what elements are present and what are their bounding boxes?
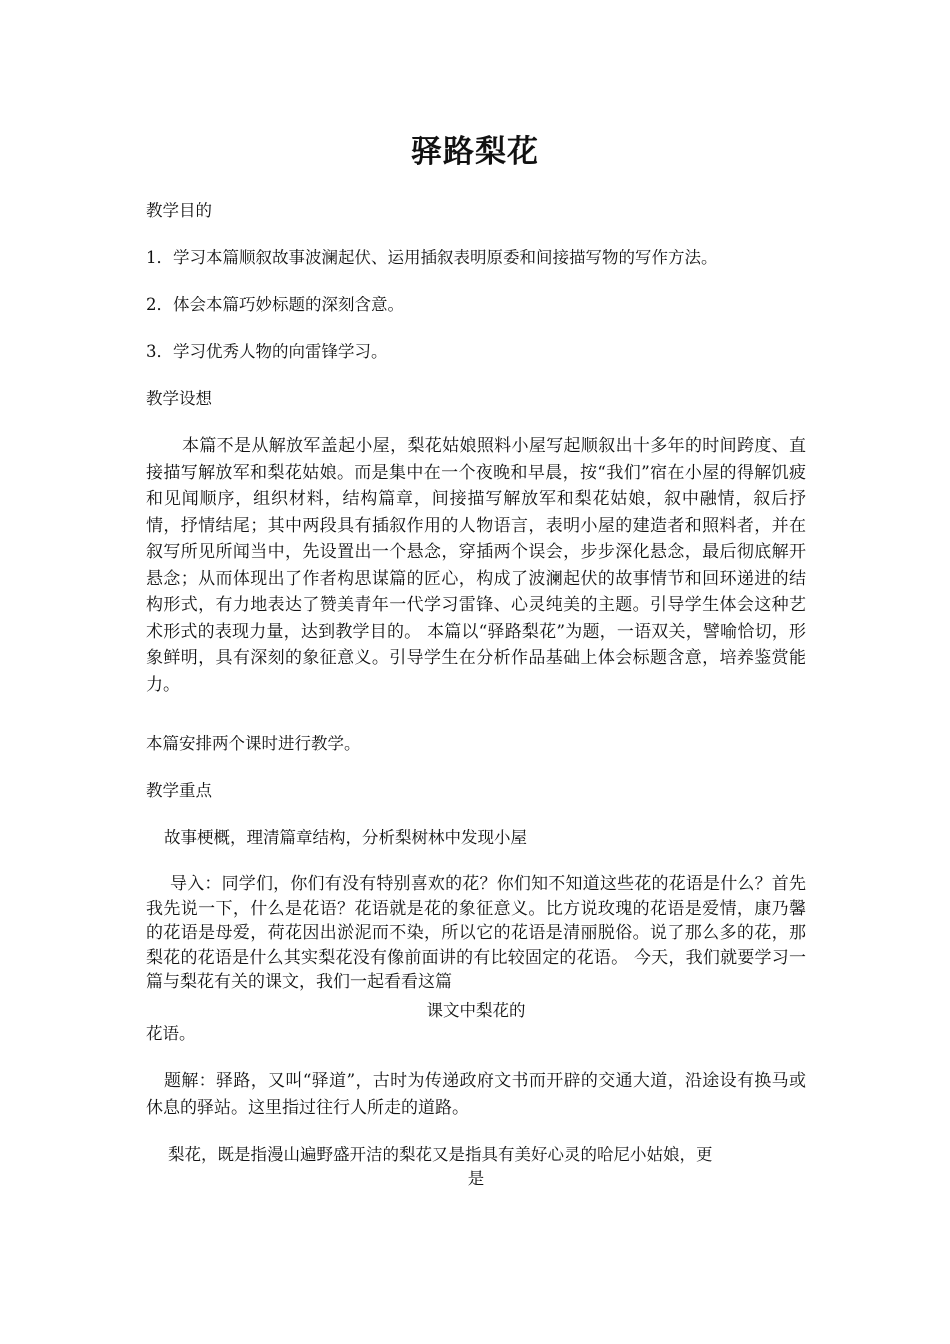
goal-item-3: 3．学习优秀人物的向雷锋学习。 — [146, 342, 388, 361]
heading-teaching-design: 教学设想 — [146, 389, 212, 408]
intro-tail-left: 花语。 — [146, 1024, 196, 1043]
focus-line: 故事梗概，理清篇章结构，分析梨树林中发现小屋 — [164, 828, 527, 847]
schedule-line: 本篇安排两个课时进行教学。 — [146, 734, 361, 753]
document-title: 驿路梨花 — [411, 134, 539, 170]
heading-teaching-goal: 教学目的 — [146, 201, 212, 220]
lihua-line: 梨花，既是指漫山遍野盛开洁的梨花又是指具有美好心灵的哈尼小姑娘，更 — [168, 1145, 713, 1164]
goal-item-2: 2．体会本篇巧妙标题的深刻含意。 — [146, 295, 404, 314]
lihua-tail: 是 — [467, 1169, 485, 1188]
intro-tail-centered: 课文中梨花的 — [426, 1001, 526, 1020]
intro-paragraph: 导入：同学们，你们有没有特别喜欢的花？你们知不知道这些花的花语是什么？首先我先说一下，什么是花语？花语就是花的象征意义。比方说玫瑰的花语是爱情，康乃馨的花语是母爱，荷花因出淤泥而不染，所以它的花语是清丽脱俗。说了那么多的花，那梨花的花语是什么其实梨花没有像前面讲的有比较固定的花语。 今天，我们就要学习一篇与梨花有关的课文，我们一起看看这篇 — [146, 874, 806, 992]
design-paragraph: 本篇不是从解放军盖起小屋，梨花姑娘照料小屋写起顺叙出十多年的时间跨度、直接描写解放军和梨花姑娘。而是集中在一个夜晚和早晨，按“我们”宿在小屋的得解饥疲和见闻顺序，组织材料，结构篇章，间接描写解放军和梨花姑娘，叙中融情，叙后抒情，抒情结尾；其中两段具有插叙作用的人物语言，表明小屋的建造者和照料者，并在叙写所见所闻当中，先设置出一个悬念，穿插两个误会，步步深化悬念，最后彻底解开悬念；从而体现出了作者构思谋篇的匠心，构成了波澜起伏的故事情节和回环递进的结构形式，有力地表达了赞美青年一代学习雷锋、心灵纯美的主题。引导学生体会这种艺术形式的表现力量，达到教学目的。 本篇以“驿路梨花”为题，一语双关，譬喻恰切，形象鲜明，具有深刻的象征意义。引导学生在分析作品基础上体会标题含意，培养鉴赏能力。 — [146, 436, 806, 695]
heading-teaching-focus: 教学重点 — [146, 781, 212, 800]
goal-item-1: 1．学习本篇顺叙故事波澜起伏、运用插叙表明原委和间接描写物的写作方法。 — [146, 248, 718, 267]
tijie-paragraph: 题解：驿路，又叫“驿道”，古时为传递政府文书而开辟的交通大道，沿途设有换马或休息的驿站。这里指过往行人所走的道路。 — [146, 1071, 806, 1118]
